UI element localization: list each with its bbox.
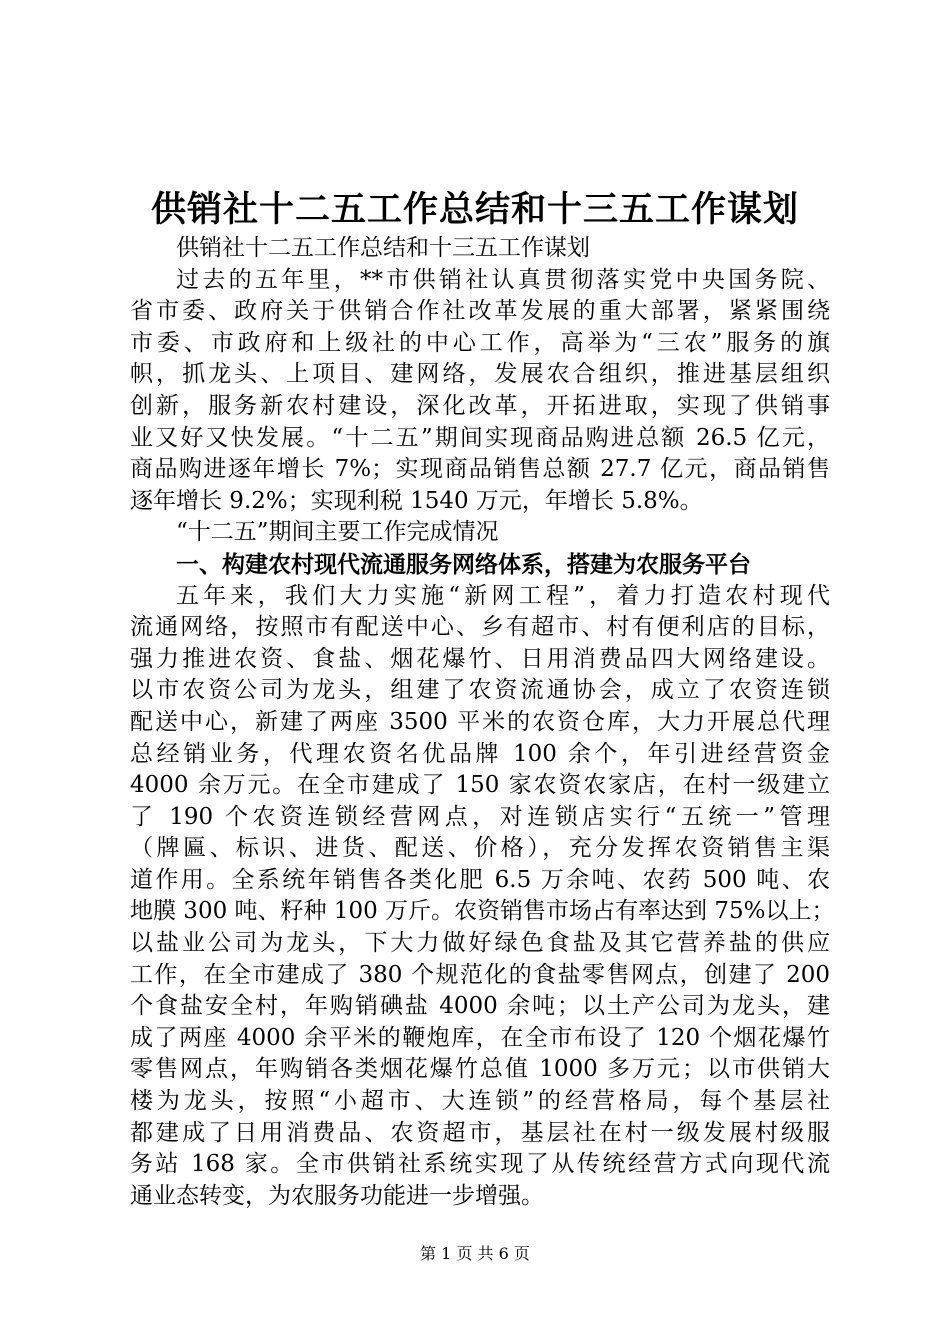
paragraph-line: 务站 168 家。全市供销社系统实现了从传统经营方式向现代流: [130, 1151, 830, 1178]
paragraph-line: 零售网点，年购销各类烟花爆竹总值 1000 多万元；以市供销大: [130, 1056, 830, 1083]
paragraph-line: 五年来，我们大力实施“新网工程”，着力打造农村现代: [176, 582, 830, 609]
paragraph-line: 省市委、政府关于供销合作社改革发展的重大部署，紧紧围绕: [130, 298, 830, 325]
paragraph-line: 配送中心，新建了两座 3500 平米的农资仓库，大力开展总代理: [130, 708, 830, 735]
paragraph-line: 流通网络，按照市有配送中心、乡有超市、村有便利店的目标，: [130, 614, 830, 641]
paragraph-line: 总经销业务，代理农资名优品牌 100 余个，年引进经营资金: [130, 740, 830, 767]
page-footer: 第 1 页 共 6 页: [420, 1244, 530, 1263]
section-heading: “十二五”期间主要工作完成情况: [176, 519, 499, 546]
document-body: [130, 233, 835, 1212]
paragraph-line: 都建成了日用消费品、农资超市，基层社在村一级发展村级服: [130, 1119, 830, 1146]
paragraph-line: 业又好又快发展。“十二五”期间实现商品购进总额 26.5 亿元，: [130, 424, 830, 451]
paragraph-line: 工作，在全市建成了 380 个规范化的食盐零售网点，创建了 200: [130, 961, 830, 988]
paragraph-line: 商品购进逐年增长 7%；实现商品销售总额 27.7 亿元，商品销售: [130, 456, 830, 483]
paragraph-line: 创新，服务新农村建设，深化改革，开拓进取，实现了供销事: [130, 392, 830, 419]
paragraph-line: 4000 余万元。在全市建成了 150 家农资农家店，在村一级建立: [130, 772, 830, 799]
paragraph-line: 地膜 300 吨、籽种 100 万斤。农资销售市场占有率达到 75%以上；: [130, 898, 835, 925]
paragraph-line: 市委、市政府和上级社的中心工作，高举为“三农”服务的旗: [130, 329, 830, 356]
subtitle-line: 供销社十二五工作总结和十三五工作谋划: [176, 235, 590, 261]
paragraph-line: 成了两座 4000 余平米的鞭炮库，在全市布设了 120 个烟花爆竹: [130, 1024, 830, 1051]
paragraph-line: 帜，抓龙头、上项目、建网络，发展农合组织，推进基层组织: [130, 361, 830, 388]
document-title: 供销社十二五工作总结和十三五工作谋划: [150, 189, 799, 230]
paragraph-line: （牌匾、标识、进货、配送、价格），充分发挥农资销售主渠: [130, 835, 830, 862]
paragraph-line: 强力推进农资、食盐、烟花爆竹、日用消费品四大网络建设。: [130, 645, 830, 672]
paragraph-line: 楼为龙头，按照“小超市、大连锁”的经营格局，每个基层社: [130, 1088, 830, 1115]
paragraph-line: 以市农资公司为龙头，组建了农资流通协会，成立了农资连锁: [130, 677, 830, 704]
paragraph-line: 过去的五年里，**市供销社认真贯彻落实党中央国务院、: [176, 266, 830, 293]
paragraph-line: 了 190 个农资连锁经营网点，对连锁店实行“五统一”管理: [130, 803, 830, 830]
paragraph-line: 个食盐安全村，年购销碘盐 4000 余吨；以土产公司为龙头，建: [130, 993, 830, 1020]
paragraph-line: 逐年增长 9.2%；实现利税 1540 万元，年增长 5.8%。: [130, 487, 703, 514]
paragraph-line: 道作用。全系统年销售各类化肥 6.5 万余吨、农药 500 吨、农: [130, 866, 830, 893]
paragraph-line: 通业态转变，为农服务功能进一步增强。: [130, 1182, 544, 1209]
subsection-heading: 一、构建农村现代流通服务网络体系，搭建为农服务平台: [176, 550, 751, 578]
paragraph-line: 以盐业公司为龙头，下大力做好绿色食盐及其它营养盐的供应: [130, 930, 830, 957]
